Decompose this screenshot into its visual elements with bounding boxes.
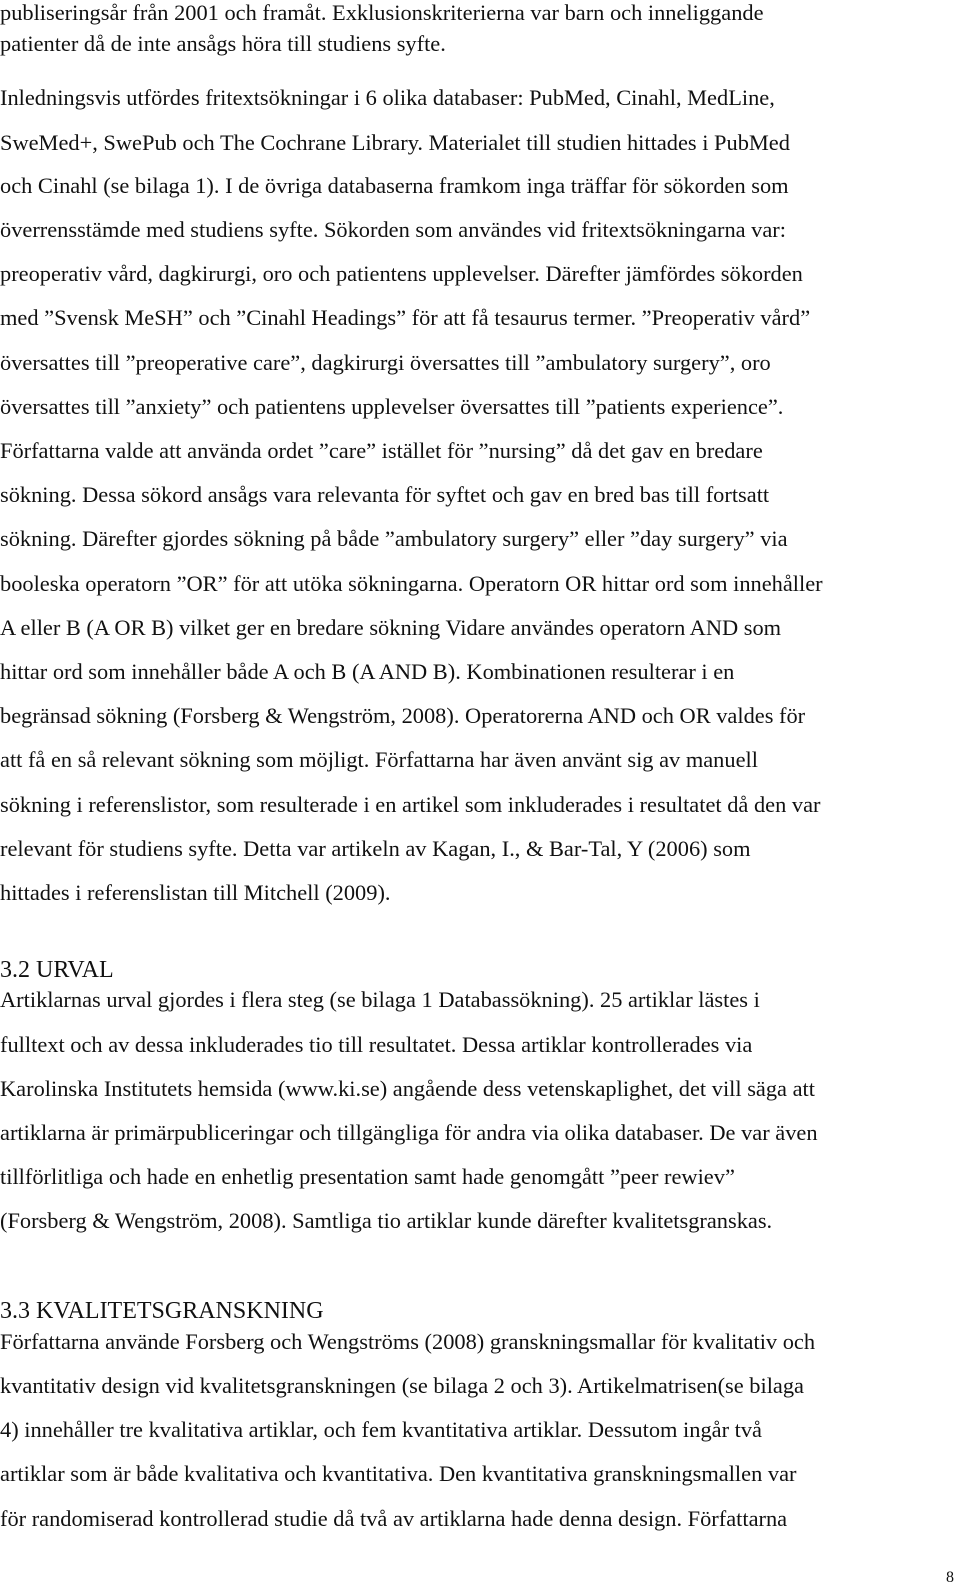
text-line: relevant för studiens syfte. Detta var artikeln av Kagan, I., & Bar-Tal, Y (2006) som <box>0 836 751 861</box>
text-line: SweMed+, SwePub och The Cochrane Library. Materialet till studien hittades i PubMed <box>0 130 790 155</box>
page-number: 8 <box>946 1569 954 1586</box>
text-line: publiseringsår från 2001 och framåt. Exklusionskriterierna var barn och inneliggande <box>0 0 764 25</box>
text-line: sökning i referenslistor, som resulterade i en artikel som inkluderades i resultatet då den var <box>0 792 821 817</box>
text-line: Författarna valde att använda ordet ”care” istället för ”nursing” då det gav en bredare <box>0 438 763 463</box>
text-line: 4) innehåller tre kvalitativa artiklar, och fem kvantitativa artiklar. Dessutom ingår två <box>0 1417 762 1442</box>
text-line: hittar ord som innehåller både A och B (A AND B). Kombinationen resulterar i en <box>0 659 735 684</box>
text-line: med ”Svensk MeSH” och ”Cinahl Headings” för att få tesaurus termer. ”Preoperativ vård” <box>0 305 811 330</box>
text-line: patienter då de inte ansågs höra till studiens syfte. <box>0 31 446 56</box>
text-line: begränsad sökning (Forsberg & Wengström, 2008). Operatorerna AND och OR valdes för <box>0 703 806 728</box>
text-line: Inledningsvis utfördes fritextsökningar i 6 olika databaser: PubMed, Cinahl, MedLine, <box>0 85 775 110</box>
text-line: översattes till ”preoperative care”, dagkirurgi översattes till ”ambulatory surgery”, oro <box>0 350 771 375</box>
text-line: Författarna använde Forsberg och Wengströms (2008) granskningsmallar för kvalitativ och <box>0 1329 816 1354</box>
text-line: Artiklarnas urval gjordes i flera steg (se bilaga 1 Databassökning). 25 artiklar lästes i <box>0 987 760 1012</box>
text-line: booleska operatorn ”OR” för att utöka sökningarna. Operatorn OR hittar ord som innehåller <box>0 571 823 596</box>
text-line: kvantitativ design vid kvalitetsgranskningen (se bilaga 2 och 3). Artikelmatrisen(se bilaga <box>0 1373 804 1398</box>
text-line: artiklar som är både kvalitativa och kvantitativa. Den kvantitativa granskningsmallen var <box>0 1461 797 1486</box>
text-line: tillförlitliga och hade en enhetlig presentation samt hade genomgått ”peer rewiev” <box>0 1164 735 1189</box>
text-line: översattes till ”anxiety” och patientens upplevelser översattes till ”patients experience”. <box>0 394 784 419</box>
text-line: hittades i referenslistan till Mitchell (2009). <box>0 880 391 905</box>
text-line: fulltext och av dessa inkluderades tio till resultatet. Dessa artiklar kontrollerades via <box>0 1032 753 1057</box>
section-heading: 3.3 KVALITETSGRANSKNING <box>0 1298 324 1324</box>
text-line: Karolinska Institutets hemsida (www.ki.se) angående dess vetenskaplighet, det vill säga att <box>0 1076 815 1101</box>
text-line: för randomiserad kontrollerad studie då två av artiklarna hade denna design. Författarna <box>0 1506 788 1531</box>
text-line: preoperativ vård, dagkirurgi, oro och patientens upplevelser. Därefter jämfördes sökorden <box>0 261 803 286</box>
text-line: och Cinahl (se bilaga 1). I de övriga databaserna framkom inga träffar för sökorden som <box>0 173 789 198</box>
text-line: att få en så relevant sökning som möjligt. Författarna har även använt sig av manuell <box>0 747 758 772</box>
text-line: artiklarna är primärpubliceringar och tillgängliga för andra via olika databaser. De var även <box>0 1120 818 1145</box>
text-line: sökning. Dessa sökord ansågs vara relevanta för syftet och gav en bred bas till fortsatt <box>0 482 770 507</box>
text-line: (Forsberg & Wengström, 2008). Samtliga tio artiklar kunde därefter kvalitetsgranskas. <box>0 1208 773 1233</box>
text-line: A eller B (A OR B) vilket ger en bredare sökning Vidare användes operatorn AND som <box>0 615 782 640</box>
text-line: överrensstämde med studiens syfte. Sökorden som användes vid fritextsökningarna var: <box>0 217 786 242</box>
section-heading: 3.2 URVAL <box>0 957 114 983</box>
text-line: sökning. Därefter gjordes sökning på både ”ambulatory surgery” eller ”day surgery” via <box>0 526 788 551</box>
